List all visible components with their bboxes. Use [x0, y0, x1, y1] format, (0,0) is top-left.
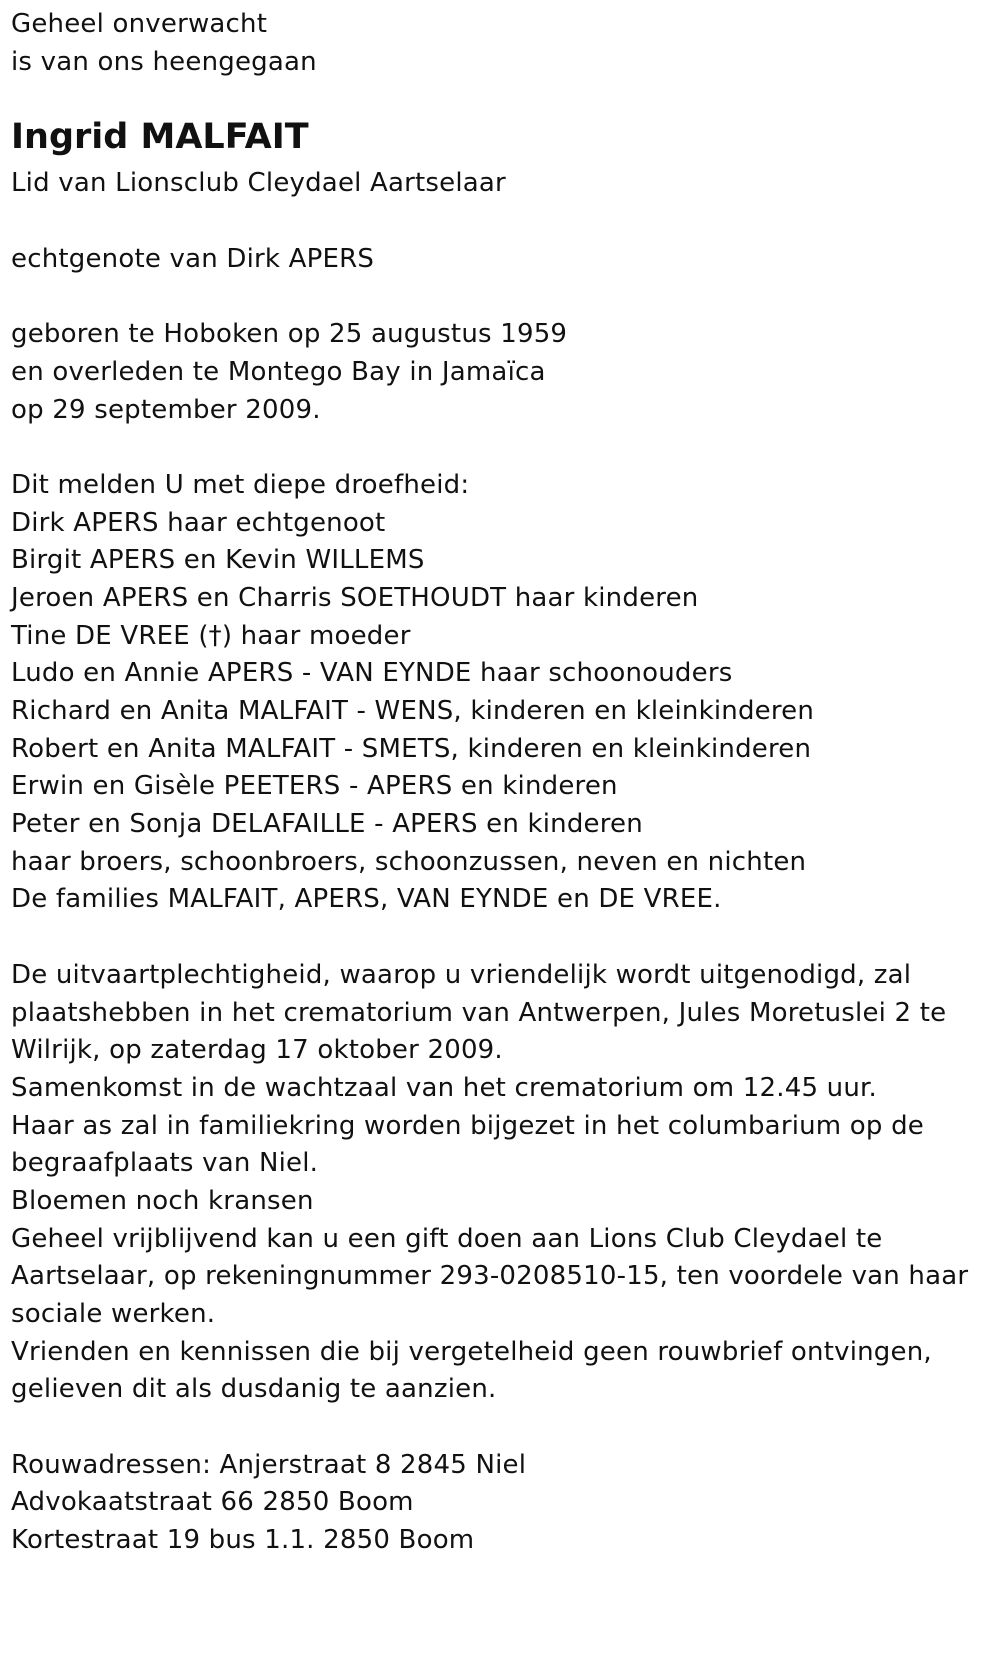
- mourners-line: De families MALFAIT, APERS, VAN EYNDE en DE VREE.: [11, 884, 722, 914]
- birth-line: geboren te Hoboken op 25 augustus 1959: [11, 319, 568, 349]
- ceremony-line: Wilrijk, op zaterdag 17 oktober 2009.: [11, 1035, 503, 1065]
- mourners-line: Ludo en Annie APERS - VAN EYNDE haar schoonouders: [11, 658, 733, 688]
- ceremony-line: Aartselaar, op rekeningnummer 293-0208510-15, ten voordele van haar: [11, 1261, 969, 1291]
- mourners-line: Birgit APERS en Kevin WILLEMS: [11, 545, 425, 575]
- ceremony-line: gelieven dit als dusdanig te aanzien.: [11, 1374, 497, 1404]
- death-date-line: op 29 september 2009.: [11, 395, 321, 425]
- mourners-line: Tine DE VREE (†) haar moeder: [11, 621, 411, 651]
- death-place-line: en overleden te Montego Bay in Jamaïca: [11, 357, 546, 387]
- ceremony-line: plaatshebben in het crematorium van Antwerpen, Jules Moretuslei 2 te: [11, 998, 947, 1028]
- intro-line-2: is van ons heengegaan: [11, 47, 317, 77]
- spouse-line: echtgenote van Dirk APERS: [11, 244, 375, 274]
- mourners-line: Erwin en Gisèle PEETERS - APERS en kinderen: [11, 771, 618, 801]
- mourners-line: Richard en Anita MALFAIT - WENS, kinderen en kleinkinderen: [11, 696, 815, 726]
- address-line: Advokaatstraat 66 2850 Boom: [11, 1487, 414, 1517]
- mourners-line: Jeroen APERS en Charris SOETHOUDT haar kinderen: [11, 583, 699, 613]
- mourners-line: Peter en Sonja DELAFAILLE - APERS en kinderen: [11, 809, 643, 839]
- ceremony-line: sociale werken.: [11, 1299, 216, 1329]
- deceased-name: Ingrid MALFAIT: [11, 117, 309, 157]
- ceremony-line: begraafplaats van Niel.: [11, 1148, 319, 1178]
- ceremony-line: Samenkomst in de wachtzaal van het crematorium om 12.45 uur.: [11, 1073, 877, 1103]
- mourners-line: Dirk APERS haar echtgenoot: [11, 508, 386, 538]
- mourners-line: haar broers, schoonbroers, schoonzussen, neven en nichten: [11, 847, 807, 877]
- ceremony-line: Geheel vrijblijvend kan u een gift doen aan Lions Club Cleydael te: [11, 1224, 883, 1254]
- address-line: Kortestraat 19 bus 1.1. 2850 Boom: [11, 1525, 475, 1555]
- ceremony-line: Bloemen noch kransen: [11, 1186, 314, 1216]
- address-line: Rouwadressen: Anjerstraat 8 2845 Niel: [11, 1450, 527, 1480]
- ceremony-line: Haar as zal in familiekring worden bijgezet in het columbarium op de: [11, 1111, 924, 1141]
- ceremony-line: De uitvaartplechtigheid, waarop u vriendelijk wordt uitgenodigd, zal: [11, 960, 912, 990]
- mourners-line: Robert en Anita MALFAIT - SMETS, kinderen en kleinkinderen: [11, 734, 812, 764]
- ceremony-line: Vrienden en kennissen die bij vergetelheid geen rouwbrief ontvingen,: [11, 1337, 932, 1367]
- mourners-line: Dit melden U met diepe droefheid:: [11, 470, 470, 500]
- intro-line-1: Geheel onverwacht: [11, 9, 268, 39]
- membership-line: Lid van Lionsclub Cleydael Aartselaar: [11, 168, 506, 198]
